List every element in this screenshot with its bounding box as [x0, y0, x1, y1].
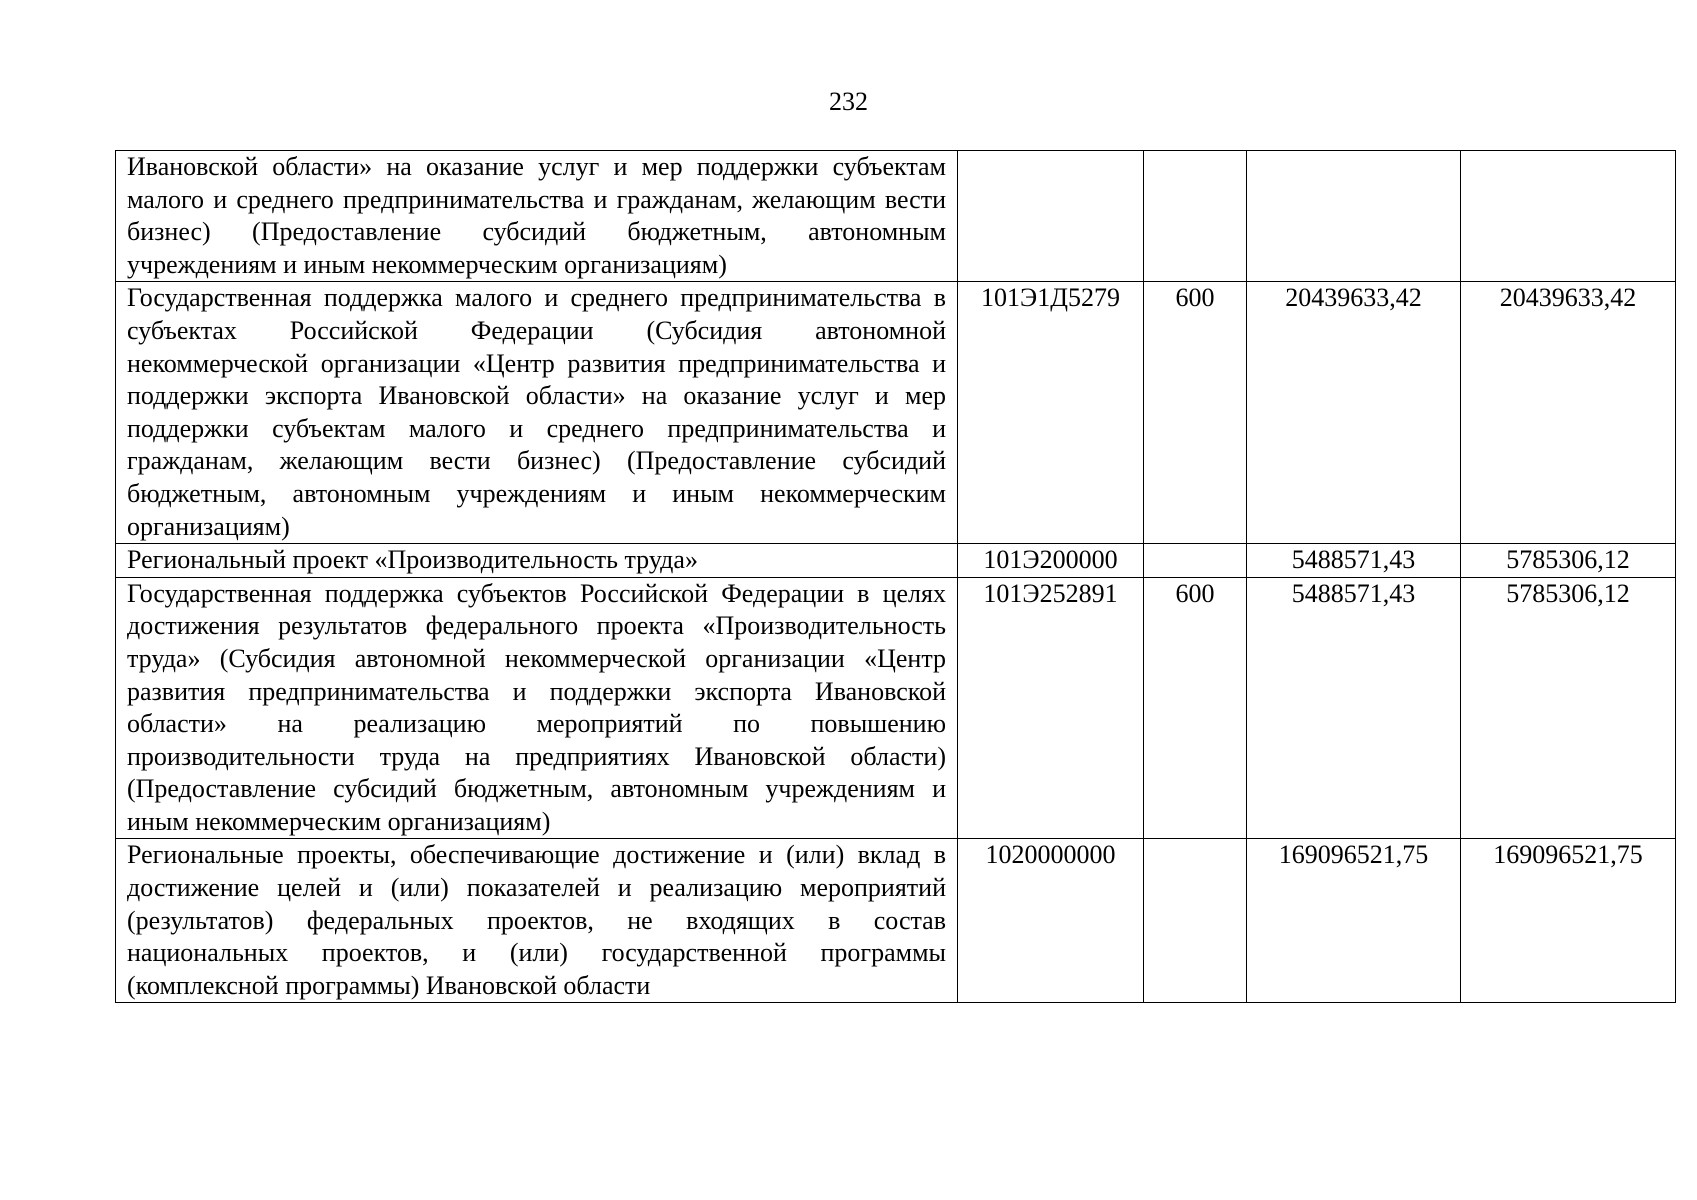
table-row [116, 151, 1676, 282]
sum-first-cell: 169096521,75 [1247, 839, 1461, 1003]
target-article-code-cell: 101Э200000 [958, 544, 1144, 578]
sum-second-cell: 5785306,12 [1461, 577, 1676, 839]
table-row [116, 544, 1676, 578]
table-row [116, 577, 1676, 839]
sum-first-cell [1247, 151, 1461, 282]
table-row [116, 282, 1676, 544]
table-row [116, 839, 1676, 1003]
sum-second-cell: 169096521,75 [1461, 839, 1676, 1003]
sum-second-cell: 5785306,12 [1461, 544, 1676, 578]
budget-table [115, 150, 1676, 1003]
row-name-cell: Региональные проекты, обеспечивающие достижение и (или) вклад в достижение целей и (или) показателей и реализацию мероприятий (результатов) федеральных проектов, не входящих в состав национальных проектов, и (или) государственной программы (комплексной программы) Ивановской области [116, 839, 958, 1003]
row-name-cell: Ивановской области» на оказание услуг и мер поддержки субъектам малого и среднего предпринимательства и гражданам, желающим вести бизнес) (Предоставление субсидий бюджетным, автономным учреждениям и иным некоммерческим организациям) [116, 151, 958, 282]
sum-second-cell: 20439633,42 [1461, 282, 1676, 544]
sum-first-cell: 20439633,42 [1247, 282, 1461, 544]
row-name-cell: Государственная поддержка субъектов Российской Федерации в целях достижения результатов федерального проекта «Производительность труда» (Субсидия автономной некоммерческой организации «Центр развития предпринимательства и поддержки экспорта Ивановской области» на реализацию мероприятий по повышению производительности труда на предприятиях Ивановской области) (Предоставление субсидий бюджетным, автономным учреждениям и иным некоммерческим организациям) [116, 577, 958, 839]
expense-type-cell: 600 [1144, 282, 1247, 544]
sum-second-cell [1461, 151, 1676, 282]
sum-first-cell: 5488571,43 [1247, 577, 1461, 839]
expense-type-cell: 600 [1144, 577, 1247, 839]
sum-first-cell: 5488571,43 [1247, 544, 1461, 578]
expense-type-cell [1144, 544, 1247, 578]
page-number: 232 [829, 87, 868, 116]
expense-type-cell [1144, 839, 1247, 1003]
target-article-code-cell: 101Э252891 [958, 577, 1144, 839]
target-article-code-cell: 1020000000 [958, 839, 1144, 1003]
row-name-cell: Региональный проект «Производительность труда» [116, 544, 958, 578]
row-name-cell: Государственная поддержка малого и среднего предпринимательства в субъектах Российской Федерации (Субсидия автономной некоммерческой организации «Центр развития предпринимательства и поддержки экспорта Ивановской области» на оказание услуг и мер поддержки субъектам малого и среднего предпринимательства и гражданам, желающим вести бизнес) (Предоставление субсидий бюджетным, автономным учреждениям и иным некоммерческим организациям) [116, 282, 958, 544]
expense-type-cell [1144, 151, 1247, 282]
target-article-code-cell [958, 151, 1144, 282]
target-article-code-cell: 101Э1Д5279 [958, 282, 1144, 544]
